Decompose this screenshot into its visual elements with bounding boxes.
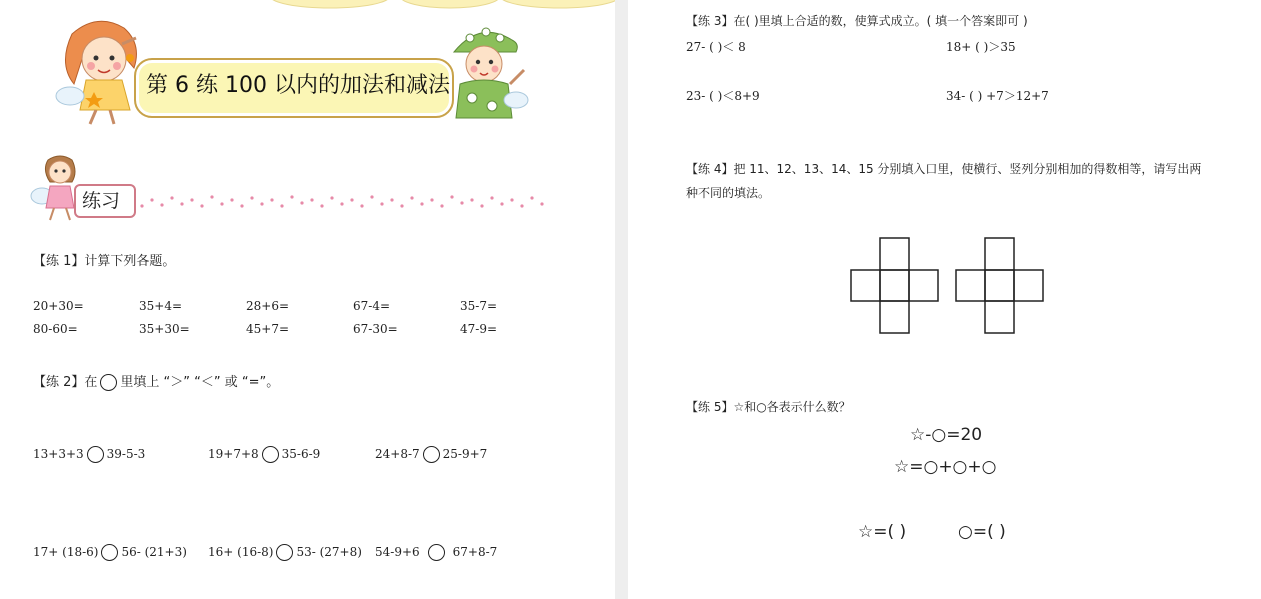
- ex1-item: 45+7=: [246, 322, 290, 336]
- ex2-item: [208, 446, 320, 463]
- ex2-item: [33, 446, 145, 463]
- ex2-left-expr: 54-9+6: [375, 545, 420, 559]
- cross-grid-2: [956, 238, 1043, 333]
- circle-blank-icon: [100, 374, 117, 391]
- dotted-divider: [138, 188, 550, 214]
- ex2-right-expr: 25-9+7: [442, 447, 488, 461]
- ex2-right-expr: 35-6-9: [281, 447, 321, 461]
- compare-circle[interactable]: [423, 446, 440, 463]
- ex2-left-expr: 16+ (16-8): [208, 545, 274, 559]
- compare-circle[interactable]: [87, 446, 104, 463]
- ex2-heading-post: 里填上 “＞” “＜” 或 “=”。: [120, 375, 280, 390]
- ex3-item: 34- ( ) +7＞12+7: [946, 89, 1049, 103]
- ex5-answer-circle: ○=( ): [958, 522, 1006, 542]
- ex1-heading: 【练 1】计算下列各题。: [33, 254, 176, 269]
- ex2-item: [208, 544, 362, 561]
- ex3-item: 23- ( )＜8+9: [686, 89, 760, 103]
- ex1-item: 35-7=: [460, 299, 498, 313]
- ex4-line1: 【练 4】把 11、12、13、14、15 分别填入口里，使横行、竖列分别相加的得数相等，请写出两: [686, 162, 1202, 176]
- ex2-item: [375, 544, 497, 561]
- ex2-item: [33, 544, 187, 561]
- ex2-left-expr: 24+8-7: [375, 447, 420, 461]
- ex5-answer-star: ☆=( ): [858, 522, 907, 542]
- ex2-left-expr: 13+3+3: [33, 447, 84, 461]
- compare-circle[interactable]: [101, 544, 118, 561]
- practice-label: 练习: [82, 190, 121, 212]
- ex2-right-expr: 39-5-3: [106, 447, 146, 461]
- ex1-item: 28+6=: [246, 299, 290, 313]
- compare-circle[interactable]: [262, 446, 279, 463]
- ex5-equation-2: ☆=○+○+○: [894, 457, 997, 477]
- ex5-equation-1: ☆-○=20: [910, 425, 983, 445]
- ex3-item: 27- ( )＜ 8: [686, 40, 746, 54]
- compare-circle[interactable]: [276, 544, 293, 561]
- cross-grid-1: [851, 238, 938, 333]
- ex2-heading-pre: 【练 2】在: [33, 375, 98, 390]
- ex4-line2: 种不同的填法。: [686, 186, 771, 200]
- top-decoration: [270, 0, 615, 14]
- ex2-heading: [33, 371, 279, 391]
- ex1-item: 80-60=: [33, 322, 78, 336]
- ex2-left-expr: 17+ (18-6): [33, 545, 99, 559]
- left-page: [0, 0, 615, 599]
- ex5-heading: 【练 5】☆和○各表示什么数？: [686, 400, 851, 414]
- ex2-right-expr: 53- (27+8): [296, 545, 362, 559]
- ex1-item: 47-9=: [460, 322, 498, 336]
- cross-grids: [850, 236, 1046, 336]
- ex2-right-expr: 56- (21+3): [121, 545, 187, 559]
- ex1-item: 35+4=: [139, 299, 183, 313]
- ex2-right-expr: 67+8-7: [452, 545, 498, 559]
- ex2-left-expr: 19+7+8: [208, 447, 259, 461]
- right-page: [628, 0, 1261, 599]
- compare-circle[interactable]: [428, 544, 445, 561]
- ex2-item: [375, 446, 487, 463]
- ex3-item: 18+ ( )＞35: [946, 40, 1016, 54]
- ex3-heading: 【练 3】在( )里填上合适的数，使算式成立。( 填一个答案即可 ): [686, 14, 1028, 28]
- ex1-item: 35+30=: [139, 322, 190, 336]
- ex1-item: 67-30=: [353, 322, 398, 336]
- page-title: 第 6 练 100 以内的加法和减法: [146, 73, 450, 98]
- ex1-item: 20+30=: [33, 299, 84, 313]
- ex1-item: 67-4=: [353, 299, 391, 313]
